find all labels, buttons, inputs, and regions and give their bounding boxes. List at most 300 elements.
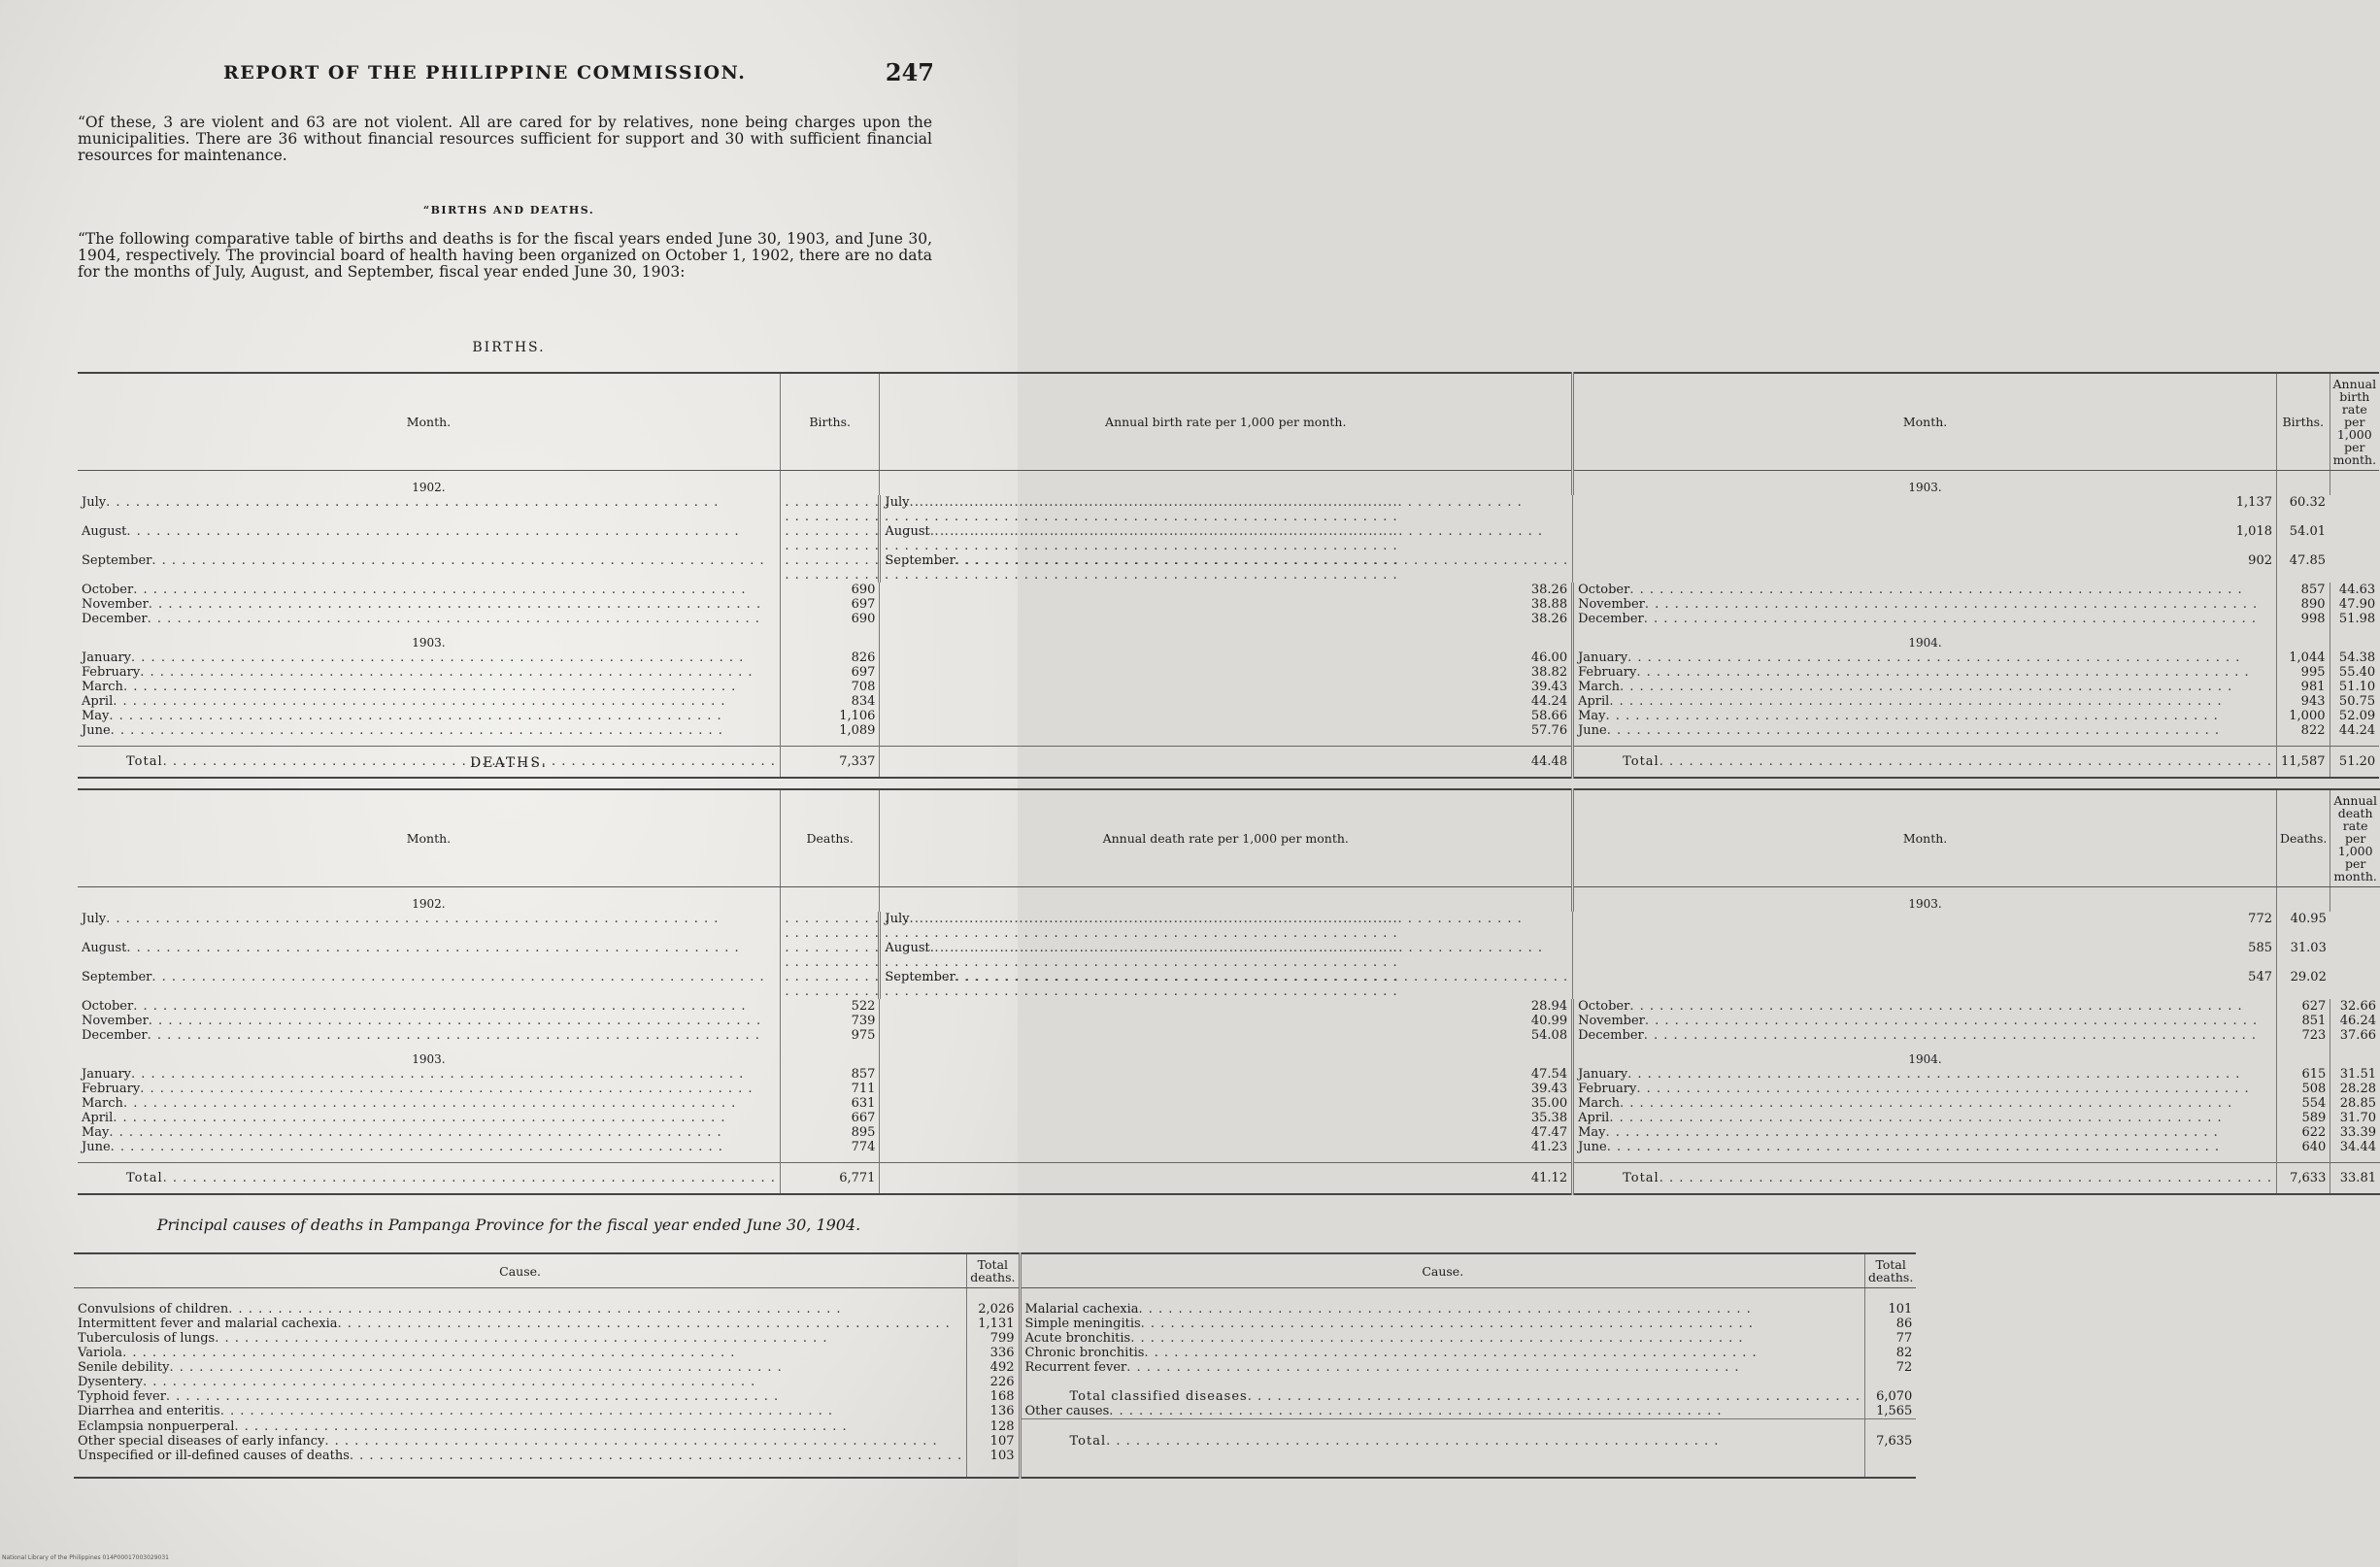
month-cell-label: March — [1578, 680, 1621, 694]
month-cell — [1573, 583, 2277, 597]
cause-cell-label: Malarial cachexia — [1024, 1302, 1139, 1317]
dot-leader — [955, 970, 1568, 984]
month-cell — [78, 553, 780, 583]
rate-cell: 28.85 — [2330, 1096, 2380, 1111]
month-cell — [78, 612, 780, 626]
dot-leader — [1627, 1067, 2272, 1082]
dot-leader — [1659, 1171, 2272, 1185]
month-cell-label: August — [885, 524, 930, 539]
month-cell-label: May — [1578, 709, 1606, 723]
total-label-label: Total — [126, 754, 163, 769]
count-cell: 1,018 — [1573, 524, 2277, 553]
dot-leader — [1609, 694, 2272, 709]
dot-leader — [930, 941, 1568, 955]
births-header-month-right: Month. — [1573, 373, 2277, 471]
births-header-count: Births. — [780, 373, 880, 471]
cause-total: 1,565 — [1864, 1404, 1916, 1419]
cause-total: 336 — [967, 1346, 1020, 1360]
month-cell-label: April — [1578, 1111, 1610, 1125]
year-row — [78, 1043, 2380, 1067]
deaths-header-count: Deaths. — [780, 789, 880, 887]
cause-cell — [74, 1317, 967, 1331]
rate-cell: 31.70 — [2330, 1111, 2380, 1125]
dot-leader — [1644, 612, 2272, 626]
cause-total: 107 — [967, 1434, 1020, 1449]
cause-row — [74, 1434, 1916, 1449]
month-cell — [78, 524, 780, 553]
cause-sum-total: 7,635 — [1864, 1434, 1916, 1449]
month-cell — [1573, 1082, 2277, 1096]
rate-cell: 54.01 — [2277, 524, 2330, 553]
table-row — [78, 709, 2379, 723]
cause-cell-label: Variola — [78, 1346, 123, 1360]
month-cell-label: September — [82, 553, 152, 568]
empty-cell — [880, 626, 1573, 650]
rate-cell: 51.98 — [2330, 612, 2379, 626]
year-label: 1902. — [412, 481, 446, 494]
count-cell: 857 — [2277, 583, 2330, 597]
table-row — [78, 495, 2379, 524]
count-cell: 822 — [2277, 723, 2330, 738]
causes-caption: Principal causes of deaths in Pampanga Province for the fiscal year ended June 30, 1904. — [156, 1216, 861, 1234]
count-cell: 943 — [2277, 694, 2330, 709]
year-label: 1904. — [1573, 1043, 2277, 1067]
rate-cell: 37.66 — [2330, 1028, 2380, 1043]
month-cell-label: November — [1578, 1014, 1645, 1028]
dot-leader — [785, 510, 1397, 524]
cause-total: 136 — [967, 1404, 1020, 1419]
count-cell: 895 — [780, 1125, 880, 1140]
births-header-rate: Annual birth rate per 1,000 per month. — [880, 373, 1573, 471]
count-cell: 627 — [2277, 999, 2330, 1014]
spacer-row — [74, 1288, 1916, 1303]
table-row — [78, 553, 2379, 583]
month-cell — [1573, 1014, 2277, 1028]
month-cell — [78, 1111, 780, 1125]
report-title: REPORT OF THE PHILIPPINE COMMISSION. — [223, 62, 747, 83]
cause-cell-label: Acute bronchitis — [1024, 1331, 1131, 1346]
rate-cell: 38.82 — [880, 665, 1573, 680]
empty-cell — [2277, 1043, 2330, 1067]
cause-sum-label — [1020, 1434, 1864, 1449]
cause-total: 128 — [967, 1419, 1020, 1434]
deaths-header-month: Month. — [78, 789, 780, 887]
table-row — [78, 1111, 2380, 1125]
dot-leader — [123, 1096, 776, 1111]
cause-cell-label: Other causes — [1024, 1404, 1110, 1418]
count-cell: 547 — [1573, 970, 2277, 999]
dot-leader — [1606, 709, 2273, 723]
month-cell-label: April — [1578, 694, 1610, 709]
total-rate: 33.81 — [2330, 1163, 2380, 1195]
dot-leader — [131, 650, 776, 665]
cause-cell — [1020, 1302, 1864, 1317]
dot-leader — [1627, 650, 2272, 665]
empty-cell — [2277, 626, 2330, 650]
month-cell — [78, 1096, 780, 1111]
month-cell — [1573, 1067, 2277, 1082]
births-table — [78, 372, 2379, 779]
count-cell: 690 — [780, 612, 880, 626]
rate-cell: 31.51 — [2330, 1067, 2380, 1082]
count-cell: 711 — [780, 1082, 880, 1096]
count-cell: 851 — [2277, 1014, 2330, 1028]
table-row — [78, 1096, 2380, 1111]
month-cell-label: February — [1578, 1082, 1637, 1096]
month-cell-label: February — [82, 665, 141, 680]
table-row — [78, 1028, 2380, 1043]
table-row — [78, 665, 2379, 680]
rate-cell: 29.02 — [2277, 970, 2330, 999]
total-row — [78, 1163, 2380, 1195]
month-cell — [1573, 709, 2277, 723]
dot-leader — [122, 1346, 962, 1360]
dot-leader — [1659, 754, 2272, 769]
total-count: 6,771 — [780, 1163, 880, 1195]
dot-leader — [1644, 1028, 2272, 1043]
cause-cell — [74, 1449, 967, 1463]
month-cell-label: August — [82, 524, 127, 539]
month-cell-label: April — [82, 694, 114, 709]
month-cell — [1573, 1125, 2277, 1140]
month-cell-label: September — [82, 970, 152, 984]
dot-leader — [955, 553, 1568, 568]
dot-leader — [234, 1419, 962, 1434]
table-row — [78, 612, 2379, 626]
table-row — [78, 1082, 2380, 1096]
year-label: 1903. — [1573, 471, 2277, 496]
cause-row — [74, 1331, 1916, 1346]
rate-cell: 28.28 — [2330, 1082, 2380, 1096]
dot-leader — [1126, 1360, 1860, 1375]
cause-cell — [74, 1331, 967, 1346]
empty-cell — [780, 626, 880, 650]
month-cell — [78, 912, 780, 941]
cause-cell-label: Eclampsia nonpuerperal — [78, 1418, 235, 1434]
rate-cell: 57.76 — [880, 723, 1573, 738]
month-cell-label: March — [1578, 1096, 1621, 1111]
month-cell — [1573, 612, 2277, 626]
cause-cell — [74, 1375, 967, 1389]
cause-row — [74, 1419, 1916, 1434]
month-cell-label: December — [1578, 1028, 1644, 1043]
empty-cell — [1864, 1449, 1916, 1463]
month-cell — [78, 597, 780, 612]
cause-sum-total: 6,070 — [1864, 1389, 1916, 1404]
month-cell-label: February — [82, 1082, 141, 1096]
dot-leader — [148, 612, 776, 626]
month-cell — [1573, 680, 2277, 694]
count-cell — [780, 912, 866, 926]
cause-cell — [1020, 1346, 1864, 1360]
cause-row — [74, 1317, 1916, 1331]
empty-cell — [2330, 471, 2379, 496]
rate-cell: 47.85 — [2277, 553, 2330, 583]
total-label-label: Total — [1623, 754, 1659, 769]
empty-cell — [1864, 1375, 1916, 1389]
rate-cell: 58.66 — [880, 709, 1573, 723]
rate-cell: 39.43 — [880, 680, 1573, 694]
cause-total: 1,131 — [967, 1317, 1020, 1331]
dot-leader — [113, 694, 776, 709]
count-cell: 615 — [2277, 1067, 2330, 1082]
rate-cell: 50.75 — [2330, 694, 2379, 709]
causes-header-cause: Cause. — [74, 1253, 967, 1288]
month-cell — [1573, 597, 2277, 612]
dot-leader — [1636, 665, 2272, 680]
total-label-label: Total — [126, 1171, 163, 1185]
table-row — [78, 970, 2380, 999]
month-cell — [78, 1067, 780, 1082]
cause-sum-label-label: Total classified diseases — [1069, 1389, 1248, 1404]
dot-leader — [163, 1171, 776, 1185]
table-row — [78, 1014, 2380, 1028]
empty-cell — [1020, 1419, 1864, 1434]
dot-leader — [930, 524, 1568, 539]
month-cell-label: June — [82, 723, 111, 738]
table-row — [78, 1125, 2380, 1140]
count-cell — [780, 970, 866, 984]
month-cell — [78, 1125, 780, 1140]
dot-leader — [111, 1140, 776, 1154]
month-cell — [1573, 723, 2277, 738]
cause-total: 2,026 — [967, 1302, 1020, 1317]
count-cell: 697 — [780, 665, 880, 680]
month-cell-label: December — [82, 1028, 148, 1043]
dot-leader — [1248, 1389, 1860, 1404]
year-label: 1903. — [1573, 887, 2277, 913]
table-row — [78, 723, 2379, 738]
dot-leader — [785, 539, 1397, 553]
cause-total: 103 — [967, 1449, 1020, 1463]
rate-cell — [780, 510, 878, 524]
cause-total: 86 — [1864, 1317, 1916, 1331]
cause-total: 168 — [967, 1389, 1020, 1404]
cause-cell — [1020, 1404, 1864, 1419]
month-cell — [78, 680, 780, 694]
rate-cell: 40.99 — [880, 1014, 1573, 1028]
dot-leader — [215, 1331, 962, 1346]
count-cell: 1,089 — [780, 723, 880, 738]
month-cell — [1573, 1096, 2277, 1111]
rate-cell: 38.26 — [880, 583, 1573, 597]
cause-total: 82 — [1864, 1346, 1916, 1360]
deaths-table — [78, 788, 2380, 1195]
table-row — [78, 680, 2379, 694]
month-cell-label: August — [885, 941, 930, 955]
count-cell: 995 — [2277, 665, 2330, 680]
scan-footer: National Library of the Philippines 014P00017003029031 — [2, 1554, 169, 1561]
count-cell: 902 — [1573, 553, 2277, 583]
rate-cell: 40.95 — [2277, 912, 2330, 941]
count-cell: 589 — [2277, 1111, 2330, 1125]
month-cell — [78, 970, 780, 999]
rate-cell — [780, 568, 878, 583]
cause-sum-label — [1020, 1389, 1864, 1404]
dot-leader — [126, 941, 776, 955]
rate-cell: 32.66 — [2330, 999, 2380, 1014]
cause-cell — [74, 1360, 967, 1375]
dot-leader — [166, 1389, 962, 1404]
rate-cell: 47.54 — [880, 1067, 1573, 1082]
rate-cell — [780, 926, 878, 941]
dot-leader — [1645, 597, 2272, 612]
table-row — [78, 912, 2380, 941]
month-cell-label: October — [1578, 583, 1630, 597]
dot-leader — [1645, 1014, 2272, 1028]
month-cell-label: May — [82, 709, 110, 723]
count-cell: 1,137 — [1573, 495, 2277, 524]
dot-leader — [1141, 1317, 1860, 1331]
dot-leader — [1629, 583, 2272, 597]
month-cell-label: May — [82, 1125, 110, 1140]
dot-leader — [148, 1028, 776, 1043]
dot-leader — [123, 680, 776, 694]
count-cell: 667 — [780, 1111, 880, 1125]
cause-cell-label: Unspecified or ill-defined causes of deaths — [78, 1448, 350, 1463]
count-cell: 826 — [780, 650, 880, 665]
paragraph-births-deaths: “The following comparative table of births and deaths is for the fiscal years ended June 30, 1903, and June 30, 1904, respectively. The provincial board of health having been organized on October 1, 1902, there are no data for the months of July, August, and September, fiscal year ended June 30, 1903: — [78, 230, 932, 281]
year-row — [78, 471, 2379, 496]
count-cell: 998 — [2277, 612, 2330, 626]
month-cell — [78, 941, 780, 970]
births-caption: BIRTHS. — [472, 340, 546, 355]
total-rate: 44.48 — [880, 747, 1573, 779]
dot-leader — [151, 553, 776, 568]
month-cell — [1573, 694, 2277, 709]
rate-cell — [780, 955, 878, 970]
month-cell — [78, 709, 780, 723]
dot-leader — [228, 1302, 962, 1317]
spacer-row — [78, 1154, 2380, 1163]
dot-leader — [337, 1317, 962, 1331]
month-cell — [78, 1028, 780, 1043]
count-cell: 585 — [1573, 941, 2277, 970]
cause-cell — [74, 1389, 967, 1404]
cause-cell-label: Senile debility — [78, 1360, 170, 1375]
dot-leader — [140, 1082, 776, 1096]
cause-cell — [74, 1434, 967, 1449]
month-cell — [78, 1014, 780, 1028]
dot-leader — [785, 926, 1397, 941]
dot-leader — [350, 1449, 962, 1463]
count-cell: 1,000 — [2277, 709, 2330, 723]
month-cell-label: August — [82, 941, 127, 955]
dot-leader — [106, 912, 776, 926]
rate-cell: 54.08 — [880, 1028, 1573, 1043]
month-cell — [78, 1140, 780, 1154]
count-cell: 697 — [780, 597, 880, 612]
table-row — [78, 597, 2379, 612]
month-cell-label: July — [82, 495, 107, 510]
month-cell — [78, 999, 780, 1014]
cause-row — [74, 1346, 1916, 1360]
deaths-header-rate-right: Annual death rate per 1,000 per month. — [2330, 789, 2380, 887]
cause-row — [74, 1302, 1916, 1317]
count-cell: 981 — [2277, 680, 2330, 694]
dot-leader — [1144, 1346, 1860, 1360]
cause-cell-label: Tuberculosis of lungs — [78, 1331, 216, 1346]
month-cell-label: September — [885, 553, 955, 568]
total-rate: 51.20 — [2330, 747, 2379, 779]
rate-cell: 28.94 — [880, 999, 1573, 1014]
cause-cell — [74, 1302, 967, 1317]
rate-cell: 44.63 — [2330, 583, 2379, 597]
dot-leader — [785, 568, 1397, 583]
empty-cell — [880, 471, 1573, 496]
rate-cell: 35.38 — [880, 1111, 1573, 1125]
rate-cell: 47.47 — [880, 1125, 1573, 1140]
births-header-count-right: Births. — [2277, 373, 2330, 471]
paragraph-intro: “Of these, 3 are violent and 63 are not violent. All are cared for by relatives, none being charges upon the municipalities. There are 36 without financial resources sufficient for support and 30 with sufficient financial resources for maintenance. — [78, 114, 932, 164]
count-cell: 708 — [780, 680, 880, 694]
dot-leader — [1130, 1331, 1860, 1346]
month-cell-label: October — [82, 583, 134, 597]
month-cell-label: July — [82, 912, 107, 926]
month-cell — [1573, 1111, 2277, 1125]
count-cell: 739 — [780, 1014, 880, 1028]
dot-leader — [1629, 999, 2272, 1014]
table-row — [78, 941, 2380, 970]
year-label: 1903. — [412, 636, 446, 650]
rate-cell: 34.44 — [2330, 1140, 2380, 1154]
dot-leader — [106, 495, 776, 510]
rate-cell — [780, 984, 878, 999]
rate-cell: 39.43 — [880, 1082, 1573, 1096]
count-cell — [780, 524, 866, 539]
cause-cell — [74, 1419, 967, 1434]
cause-total: 101 — [1864, 1302, 1916, 1317]
dot-leader — [785, 984, 1397, 999]
month-cell — [78, 694, 780, 709]
month-cell-label: January — [1578, 1067, 1628, 1082]
month-cell-label: May — [1578, 1125, 1606, 1140]
dot-leader — [151, 970, 776, 984]
table-row — [78, 650, 2379, 665]
page-number: 247 — [885, 58, 934, 86]
page-header — [87, 58, 942, 87]
count-cell: 975 — [780, 1028, 880, 1043]
dot-leader — [1607, 723, 2272, 738]
dot-leader — [133, 999, 776, 1014]
count-cell: 857 — [780, 1067, 880, 1082]
month-cell-label: July — [885, 495, 910, 510]
total-count: 7,633 — [2277, 1163, 2330, 1195]
total-label — [78, 1163, 780, 1195]
dot-leader — [109, 1125, 776, 1140]
rate-cell: 38.88 — [880, 597, 1573, 612]
deaths-header-month-right: Month. — [1573, 789, 2277, 887]
deaths-caption: DEATHS. — [470, 755, 548, 771]
births-header-rate-right: Annual birth rate per 1,000 per month. — [2330, 373, 2379, 471]
month-cell-label: June — [1578, 1140, 1607, 1154]
month-cell-label: October — [1578, 999, 1630, 1014]
count-cell: 554 — [2277, 1096, 2330, 1111]
year-row — [78, 887, 2380, 913]
month-cell — [78, 665, 780, 680]
empty-cell — [1864, 1419, 1916, 1434]
year-label: 1902. — [412, 897, 446, 911]
empty-cell — [880, 887, 1573, 913]
count-cell: 622 — [2277, 1125, 2330, 1140]
empty-cell — [2277, 887, 2330, 913]
dot-leader — [140, 665, 776, 680]
dot-leader — [1109, 1404, 1860, 1418]
count-cell: 774 — [780, 1140, 880, 1154]
rate-cell: 60.32 — [2277, 495, 2330, 524]
rate-cell — [780, 539, 878, 553]
month-cell — [1573, 1028, 2277, 1043]
